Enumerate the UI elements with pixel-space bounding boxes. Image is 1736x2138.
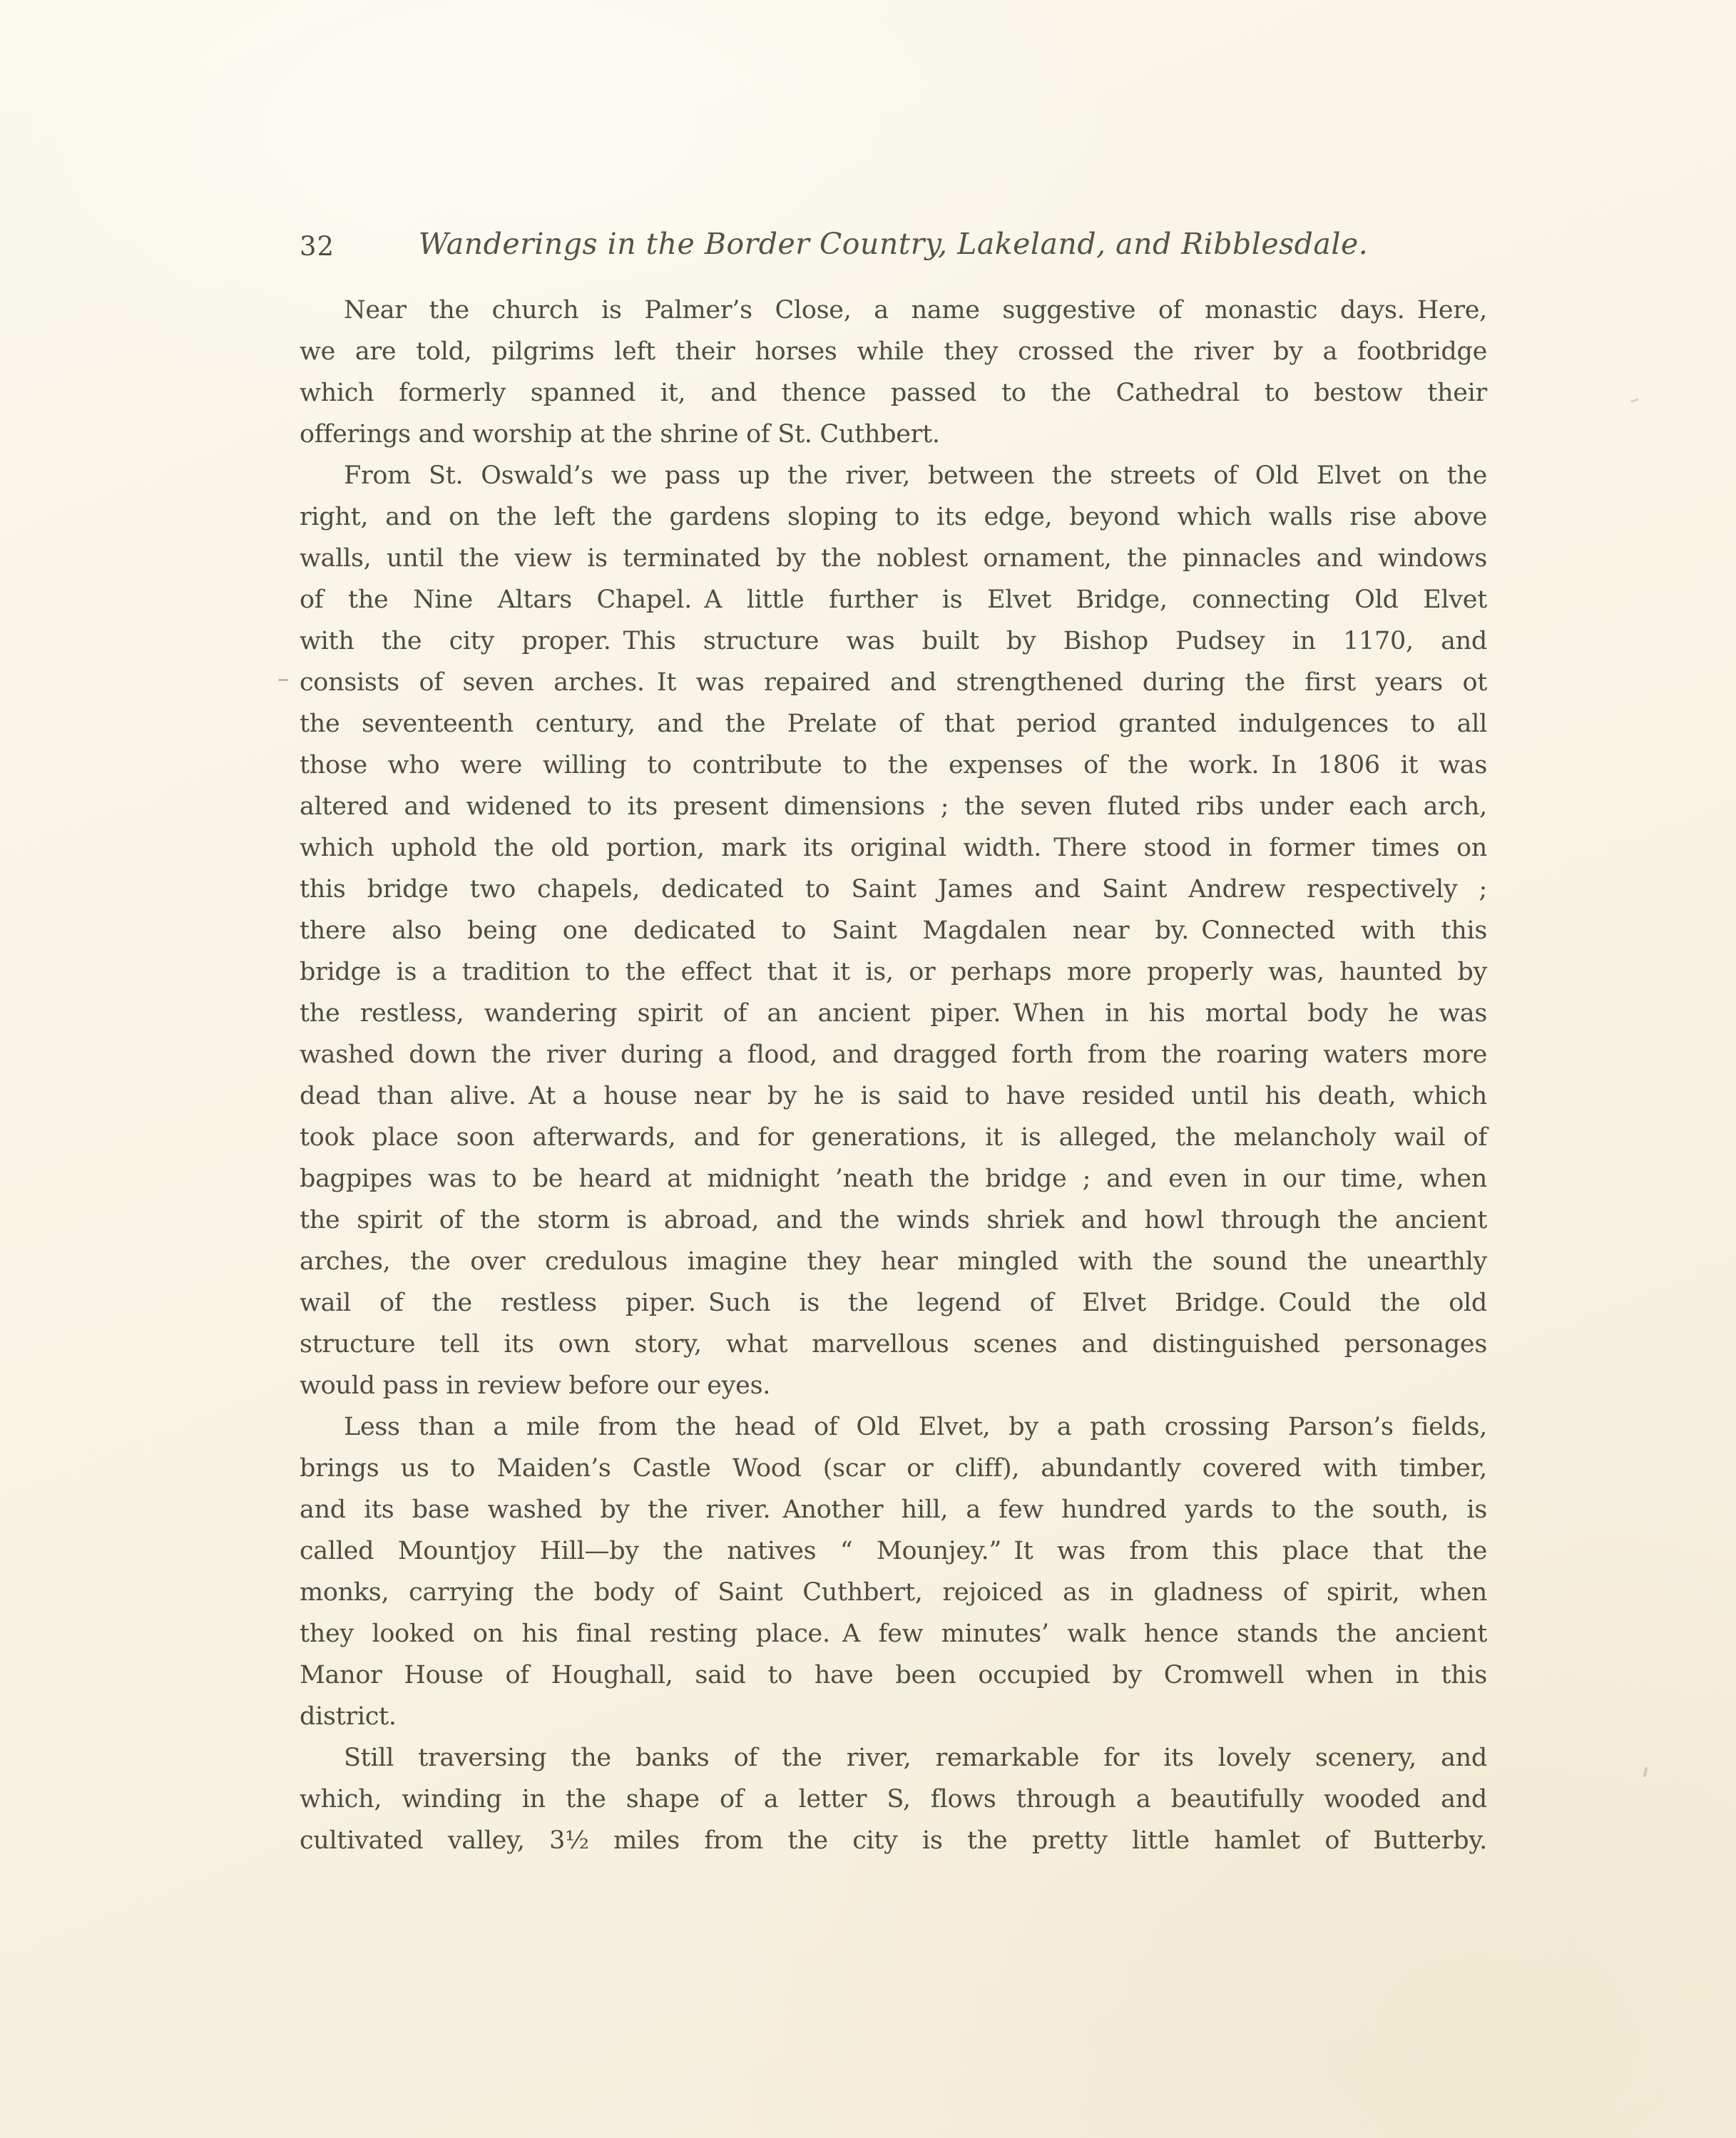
text-line: Manor House of Houghall, said to have been occupied by Cromwell when in this xyxy=(300,1661,1487,1689)
paragraph xyxy=(300,1737,1487,1861)
text-line: right, and on the left the gardens sloping to its edge, beyond which walls rise above xyxy=(300,503,1487,531)
text-line: there also being one dedicated to Saint Magdalen near by. Connected with this xyxy=(300,916,1487,945)
text-line: arches, the over credulous imagine they hear mingled with the sound the unearthly xyxy=(300,1247,1487,1276)
text-line: bridge is a tradition to the effect that it is, or perhaps more properly was, haunted by xyxy=(300,958,1487,986)
text-line: the seventeenth century, and the Prelate of that period granted indulgences to all xyxy=(300,710,1487,738)
text-line: the restless, wandering spirit of an ancient piper. When in his mortal body he was xyxy=(300,999,1487,1028)
text-line: monks, carrying the body of Saint Cuthbert, rejoiced as in gladness of spirit, when xyxy=(300,1578,1487,1607)
text-line: of the Nine Altars Chapel. A little further is Elvet Bridge, connecting Old Elvet xyxy=(300,585,1487,614)
text-line: and its base washed by the river. Another hill, a few hundred yards to the south, is xyxy=(300,1495,1487,1524)
body-text xyxy=(300,290,1487,1861)
text-line: would pass in review before our eyes. xyxy=(300,1371,771,1400)
text-line: those who were willing to contribute to the expenses of the work. In 1806 it was xyxy=(300,751,1487,779)
text-line: Less than a mile from the head of Old Elvet, by a path crossing Parson’s fields, xyxy=(344,1413,1487,1441)
scan-speck xyxy=(1643,1767,1648,1778)
scan-speck xyxy=(278,679,288,681)
text-line: consists of seven arches. It was repaired and strengthened during the first years ot xyxy=(300,668,1487,697)
text-line: which, winding in the shape of a letter S, flows through a beautifully wooded and xyxy=(300,1785,1487,1814)
text-line: they looked on his final resting place. A few minutes’ walk hence stands the ancient xyxy=(300,1620,1487,1648)
text-line: structure tell its own story, what marvellous scenes and distinguished personages xyxy=(300,1330,1487,1359)
paragraph xyxy=(300,290,1487,455)
running-title: Wanderings in the Border Country, Lakeland, and Ribblesdale. xyxy=(418,227,1369,261)
text-line: washed down the river during a flood, and dragged forth from the roaring waters more xyxy=(300,1040,1487,1069)
text-line: called Mountjoy Hill—by the natives “ Mounjey.” It was from this place that the xyxy=(300,1537,1487,1565)
text-line: cultivated valley, 3½ miles from the city is the pretty little hamlet of Butterby. xyxy=(300,1826,1487,1855)
text-line: the spirit of the storm is abroad, and the winds shriek and howl through the ancient xyxy=(300,1206,1487,1234)
text-line: this bridge two chapels, dedicated to Saint James and Saint Andrew respectively ; xyxy=(300,875,1487,904)
scan-speck xyxy=(1630,398,1639,403)
text-line: Still traversing the banks of the river, remarkable for its lovely scenery, and xyxy=(344,1744,1487,1772)
text-line: From St. Oswald’s we pass up the river, between the streets of Old Elvet on the xyxy=(344,461,1487,490)
text-line: brings us to Maiden’s Castle Wood (scar or cliff), abundantly covered with timber, xyxy=(300,1454,1487,1483)
text-line: which uphold the old portion, mark its original width. There stood in former times on xyxy=(300,834,1487,862)
text-line: walls, until the view is terminated by the noblest ornament, the pinnacles and windows xyxy=(300,544,1487,573)
text-line: altered and widened to its present dimensions ; the seven fluted ribs under each arch, xyxy=(300,792,1487,821)
text-line: which formerly spanned it, and thence passed to the Cathedral to bestow their xyxy=(300,379,1487,407)
text-line: we are told, pilgrims left their horses while they crossed the river by a footbridge xyxy=(300,337,1487,366)
text-line: wail of the restless piper. Such is the legend of Elvet Bridge. Could the old xyxy=(300,1289,1487,1317)
paragraph xyxy=(300,455,1487,1406)
text-line: dead than alive. At a house near by he is said to have resided until his death, which xyxy=(300,1082,1487,1110)
page-number: 32 xyxy=(300,231,335,262)
paragraph xyxy=(300,1406,1487,1737)
text-line: offerings and worship at the shrine of St. Cuthbert. xyxy=(300,420,940,449)
page-header xyxy=(300,227,1487,270)
text-line: district. xyxy=(300,1702,397,1731)
text-line: with the city proper. This structure was built by Bishop Pudsey in 1170, and xyxy=(300,627,1487,655)
text-line: Near the church is Palmer’s Close, a name suggestive of monastic days. Here, xyxy=(344,296,1487,324)
text-line: bagpipes was to be heard at midnight ’neath the bridge ; and even in our time, when xyxy=(300,1165,1487,1193)
text-line: took place soon afterwards, and for generations, it is alleged, the melancholy wail of xyxy=(300,1123,1487,1152)
